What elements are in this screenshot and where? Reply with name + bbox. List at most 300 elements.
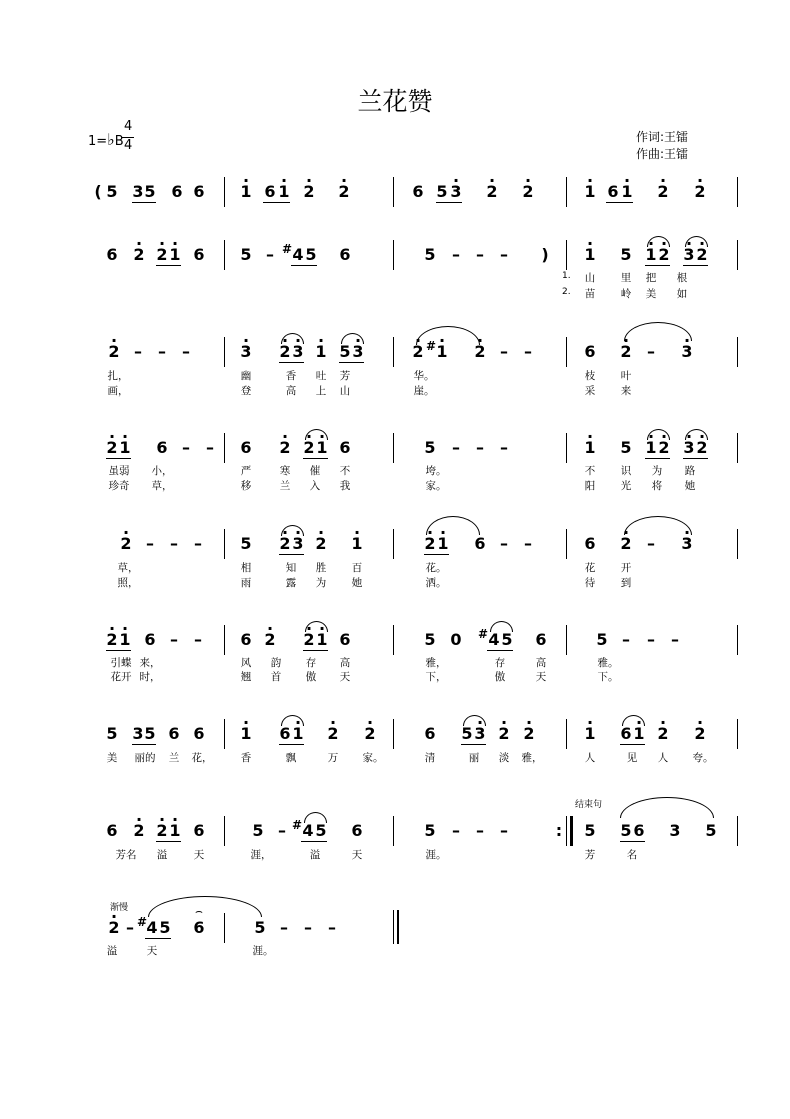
note: · 1 <box>315 343 326 361</box>
lyric: 雅， <box>425 657 447 669</box>
note: 6 <box>168 724 180 743</box>
note: – <box>452 821 460 840</box>
lyric: 溢 <box>309 849 321 861</box>
note: · 2 <box>658 439 669 457</box>
note: · 1 <box>119 439 130 457</box>
barline <box>737 625 738 655</box>
barline <box>393 816 394 846</box>
end-phrase-marking: 结束句 <box>575 800 603 810</box>
underline <box>487 650 513 651</box>
note: 6 <box>240 438 252 457</box>
note: · 1 <box>584 246 595 264</box>
underline <box>132 744 156 745</box>
note: · 3 <box>450 183 461 201</box>
lyric: 见 <box>626 752 638 764</box>
barline <box>566 433 567 463</box>
note: · 2 <box>523 725 534 743</box>
lyric: 画， <box>107 385 129 397</box>
note: · 1 <box>584 725 595 743</box>
lyric: 光 <box>620 480 632 492</box>
note: 6 <box>351 821 363 840</box>
note: · 2 <box>279 439 290 457</box>
slur <box>624 322 692 341</box>
lyric: 移 <box>240 480 252 492</box>
note: · 2 <box>424 535 435 553</box>
lyric: 傲 <box>494 671 506 683</box>
lyric: 天 <box>146 945 158 957</box>
lyric: 家。 <box>425 480 447 492</box>
lyric: 人 <box>657 752 669 764</box>
note: – <box>500 438 508 457</box>
underline <box>339 362 364 363</box>
underline <box>436 202 462 203</box>
lyric: 家。 <box>362 752 384 764</box>
barline <box>737 337 738 367</box>
lyric: 虽弱 <box>108 465 130 477</box>
note: · 2 <box>120 535 131 553</box>
note: · 2 <box>412 343 423 361</box>
note: · 1 <box>316 631 327 649</box>
lyric: 花。 <box>425 562 447 574</box>
lyric: 花开 <box>110 671 132 683</box>
note: 6 <box>106 821 118 840</box>
barline <box>224 177 225 207</box>
note: · 2 <box>364 725 375 743</box>
lyric: 芳 <box>339 370 351 382</box>
note: · 2 <box>498 725 509 743</box>
note: – <box>524 342 532 361</box>
lyric: 枝 <box>584 370 596 382</box>
note: – <box>452 245 460 264</box>
note: 6 <box>193 245 205 264</box>
note: 6 <box>535 630 547 649</box>
note: – <box>134 342 142 361</box>
note: 6 <box>279 724 291 743</box>
slur <box>304 812 327 823</box>
note: 5 <box>106 182 118 201</box>
note: 5 <box>620 438 632 457</box>
lyric: 相 <box>240 562 252 574</box>
lyric: 垮。 <box>425 465 447 477</box>
note: 5 <box>424 821 436 840</box>
note: 6 <box>264 182 276 201</box>
lyric: 路 <box>684 465 696 477</box>
note: · 1 <box>437 535 448 553</box>
note: 4 <box>146 918 158 937</box>
lyric: 溢 <box>106 945 118 957</box>
note: 3 <box>132 182 144 201</box>
note: 5 <box>424 438 436 457</box>
lyric: 吐 <box>315 370 327 382</box>
note: 6 <box>584 534 596 553</box>
lyric: 涯。 <box>252 945 274 957</box>
note: · 2 <box>303 631 314 649</box>
slur <box>620 797 714 818</box>
slur <box>624 516 692 535</box>
underline <box>303 458 328 459</box>
note: · 2 <box>279 343 290 361</box>
note: 5 <box>436 182 448 201</box>
note: – <box>524 534 532 553</box>
note: 6 <box>171 182 183 201</box>
lyric: 幽 <box>240 370 252 382</box>
note: · 2 <box>133 822 144 840</box>
note: – <box>158 342 166 361</box>
lyric: 丽的 <box>134 752 156 764</box>
underline <box>303 650 328 651</box>
slower-marking: 渐慢 <box>110 903 129 913</box>
note: 5 <box>461 724 473 743</box>
lyric: 知 <box>285 562 297 574</box>
note: · 2 <box>327 725 338 743</box>
note: – <box>328 918 336 937</box>
lyric: 首 <box>270 671 282 683</box>
note: – <box>500 245 508 264</box>
lyric: 香 <box>240 752 252 764</box>
note: · 2 <box>106 631 117 649</box>
note: 5 <box>620 245 632 264</box>
final-barline-thick <box>397 910 399 944</box>
note: · 2 <box>474 343 485 361</box>
lyric: 存 <box>305 657 317 669</box>
note: – <box>146 534 154 553</box>
underline <box>424 554 449 555</box>
lyric: 入 <box>309 480 321 492</box>
lyric: 兰 <box>279 480 291 492</box>
sharp-icon: # <box>477 627 489 641</box>
underline <box>291 265 317 266</box>
note: 6 <box>339 630 351 649</box>
note: · 3 <box>474 725 485 743</box>
barline <box>737 177 738 207</box>
lyric: 小， <box>151 465 173 477</box>
lyric: 天 <box>339 671 351 683</box>
lyric: 雨 <box>240 577 252 589</box>
note: 3 <box>669 821 681 840</box>
lyric: 丽 <box>468 752 480 764</box>
note: – <box>671 630 679 649</box>
note: 5 <box>705 821 717 840</box>
flat-icon: ♭ <box>107 130 115 149</box>
note: · 1 <box>633 725 644 743</box>
barline <box>224 337 225 367</box>
lyric: 下， <box>425 671 447 683</box>
note: – <box>206 438 214 457</box>
note: – <box>304 918 312 937</box>
note: · 2 <box>657 183 668 201</box>
barline <box>393 433 394 463</box>
note: 5 <box>252 821 264 840</box>
lyric: 催 <box>309 465 321 477</box>
note: · 3 <box>240 343 251 361</box>
barline <box>566 177 567 207</box>
note: · 2 <box>658 246 669 264</box>
repeat-barline <box>570 816 573 846</box>
fermata-icon: ⌢ <box>195 904 203 918</box>
lyric: 华。 <box>413 370 435 382</box>
sharp-icon: # <box>281 242 293 256</box>
lyric: 到 <box>620 577 632 589</box>
note: 6 <box>633 821 645 840</box>
barline <box>566 816 567 846</box>
note: · 2 <box>156 246 167 264</box>
repeat-dots: : <box>555 821 563 840</box>
lyric: 傲 <box>305 671 317 683</box>
lyric: 涯， <box>250 849 272 861</box>
lyric: 夸。 <box>692 752 714 764</box>
note: 6 <box>156 438 168 457</box>
lyric: 如 <box>676 288 688 300</box>
note: – <box>278 821 286 840</box>
note: – <box>266 245 274 264</box>
note: 4 <box>488 630 500 649</box>
barline <box>393 719 394 749</box>
lyric: 高 <box>339 657 351 669</box>
lyric: 她 <box>351 577 363 589</box>
underline <box>645 265 670 266</box>
lyric: 时， <box>139 671 161 683</box>
note: 6 <box>240 630 252 649</box>
note: 6 <box>193 821 205 840</box>
note: 5 <box>106 724 118 743</box>
lyric: 我 <box>339 480 351 492</box>
note: 5 <box>596 630 608 649</box>
note: 5 <box>159 918 171 937</box>
barline <box>393 337 394 367</box>
verse-1-number: 1. <box>562 271 571 281</box>
note: – <box>476 438 484 457</box>
note: · 1 <box>278 183 289 201</box>
note: 5 <box>501 630 513 649</box>
lyric: 天 <box>351 849 363 861</box>
underline <box>156 265 181 266</box>
note: 6 <box>193 182 205 201</box>
underline <box>620 744 645 745</box>
underline <box>301 841 327 842</box>
barline <box>224 433 225 463</box>
note: · 2 <box>279 535 290 553</box>
slur <box>416 326 480 345</box>
note: · 3 <box>681 535 692 553</box>
lyric: 溢 <box>156 849 168 861</box>
lyric: 香 <box>285 370 297 382</box>
lyric: 涯。 <box>425 849 447 861</box>
lyric: 山 <box>584 272 596 284</box>
lyric: 风 <box>240 657 252 669</box>
lyric: 胜 <box>315 562 327 574</box>
lyric: 待 <box>584 577 596 589</box>
note: – <box>280 918 288 937</box>
note: · 3 <box>292 535 303 553</box>
note: – <box>500 534 508 553</box>
note: · 2 <box>303 183 314 201</box>
barline <box>566 625 567 655</box>
lyric: 万 <box>327 752 339 764</box>
note: · 2 <box>133 246 144 264</box>
barline <box>566 240 567 270</box>
note: 5 <box>144 724 156 743</box>
lyric: 岭 <box>620 288 632 300</box>
barline <box>737 719 738 749</box>
lyric: 照， <box>117 577 139 589</box>
note: · 2 <box>657 725 668 743</box>
underline <box>620 841 645 842</box>
note: 5 <box>424 245 436 264</box>
underline <box>279 554 304 555</box>
note: · 2 <box>156 822 167 840</box>
lyric: 开 <box>620 562 632 574</box>
lyric: 天 <box>535 671 547 683</box>
note: · 1 <box>584 439 595 457</box>
note: · 1 <box>240 183 251 201</box>
lyric: 花 <box>584 562 596 574</box>
note: · 1 <box>436 343 447 361</box>
note: 5 <box>305 245 317 264</box>
lyric: 露 <box>285 577 297 589</box>
note: 6 <box>193 918 205 937</box>
barline <box>737 816 738 846</box>
note: · 2 <box>264 631 275 649</box>
underline <box>606 202 633 203</box>
note: – <box>476 245 484 264</box>
note: 0 <box>450 630 462 649</box>
note: 6 <box>584 342 596 361</box>
barline <box>737 529 738 559</box>
note: · 1 <box>351 535 362 553</box>
lyric: 人 <box>584 752 596 764</box>
barline <box>393 625 394 655</box>
note: – <box>182 342 190 361</box>
underline <box>683 458 708 459</box>
lyric: 花， <box>191 752 213 764</box>
lyric: 来， <box>139 657 161 669</box>
note: – <box>622 630 630 649</box>
barline <box>224 529 225 559</box>
lyric: 苗 <box>584 288 596 300</box>
barline <box>737 240 738 270</box>
slur <box>426 516 480 535</box>
note: · 3 <box>352 343 363 361</box>
note: 5 <box>254 918 266 937</box>
composer-credit: 作曲:王镭 <box>636 147 689 161</box>
note: 5 <box>144 182 156 201</box>
barline <box>224 625 225 655</box>
lyric: 不 <box>584 465 596 477</box>
paren-open: ( <box>94 182 102 201</box>
note: – <box>647 342 655 361</box>
lyric: 名 <box>626 849 638 861</box>
underline <box>156 841 181 842</box>
note: · 1 <box>119 631 130 649</box>
note: 6 <box>620 724 632 743</box>
note: · 2 <box>522 183 533 201</box>
note: 6 <box>106 245 118 264</box>
barline <box>566 337 567 367</box>
note: – <box>647 630 655 649</box>
note: 6 <box>607 182 619 201</box>
lyric: 引蝶 <box>110 657 132 669</box>
note: · 2 <box>620 343 631 361</box>
note: 5 <box>339 342 351 361</box>
lyric: 雅， <box>521 752 543 764</box>
note: · 1 <box>169 822 180 840</box>
verse-2-number: 2. <box>562 287 571 297</box>
lyric: 采 <box>584 385 596 397</box>
slur <box>490 621 513 632</box>
underline <box>279 362 304 363</box>
note: · 2 <box>106 439 117 457</box>
lyric: 寒 <box>279 465 291 477</box>
barline <box>737 433 738 463</box>
note: · 2 <box>338 183 349 201</box>
note: · 3 <box>683 246 694 264</box>
final-barline-thin <box>393 910 394 944</box>
underline <box>279 744 304 745</box>
lyric: 百 <box>351 562 363 574</box>
note: · 1 <box>240 725 251 743</box>
note: 5 <box>584 821 596 840</box>
note: · 2 <box>108 343 119 361</box>
lyric: 来 <box>620 385 632 397</box>
note: 5 <box>620 821 632 840</box>
song-title: 兰花赞 <box>357 87 433 116</box>
note: · 3 <box>292 343 303 361</box>
note: – <box>194 534 202 553</box>
underline <box>132 202 156 203</box>
lyric: 登 <box>240 385 252 397</box>
lyric: 崖。 <box>413 385 435 397</box>
note: · 2 <box>315 535 326 553</box>
note: – <box>452 438 460 457</box>
lyric: 根 <box>676 272 688 284</box>
note: 4 <box>292 245 304 264</box>
lyric: 扎， <box>107 370 129 382</box>
note: – <box>126 918 134 937</box>
lyric: 兰 <box>168 752 180 764</box>
sharp-icon: # <box>425 339 437 353</box>
lyric: 飘 <box>285 752 297 764</box>
lyric: 识 <box>620 465 632 477</box>
lyric: 下。 <box>597 671 619 683</box>
time-denominator: 4 <box>124 138 133 153</box>
lyricist-credit: 作词:王镭 <box>636 130 689 144</box>
barline <box>393 240 394 270</box>
underline <box>461 744 486 745</box>
note: · 2 <box>620 535 631 553</box>
note: · 2 <box>696 246 707 264</box>
note: 6 <box>412 182 424 201</box>
underline <box>106 650 131 651</box>
note: – <box>476 821 484 840</box>
lyric: 将 <box>651 480 663 492</box>
note: – <box>647 534 655 553</box>
barline <box>566 719 567 749</box>
lyric: 洒。 <box>425 577 447 589</box>
lyric: 芳 <box>584 849 596 861</box>
key-signature <box>88 120 148 160</box>
lyric: 草， <box>151 480 173 492</box>
lyric: 天 <box>193 849 205 861</box>
note: 5 <box>315 821 327 840</box>
underline <box>106 458 131 459</box>
note: – <box>500 342 508 361</box>
note: · 2 <box>303 439 314 457</box>
barline <box>224 240 225 270</box>
note: – <box>170 534 178 553</box>
note: · 1 <box>645 246 656 264</box>
lyric: 阳 <box>584 480 596 492</box>
note: · 1 <box>645 439 656 457</box>
